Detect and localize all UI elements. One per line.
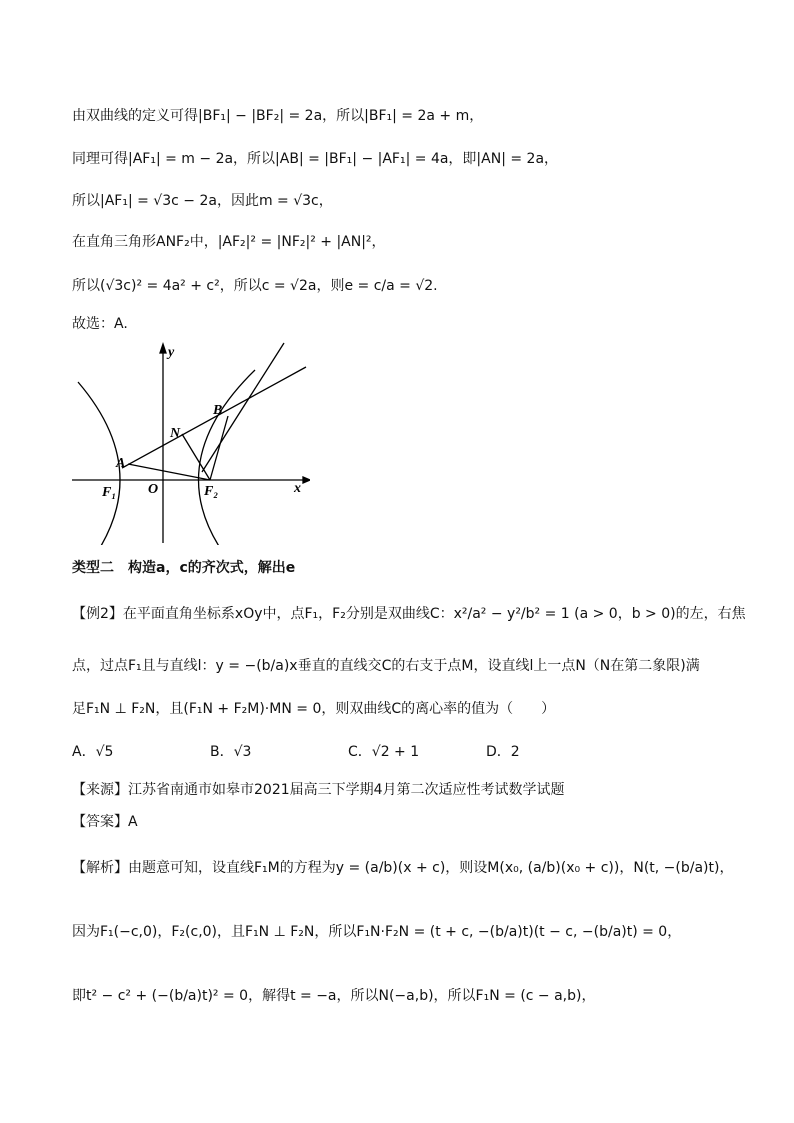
right-branch bbox=[199, 370, 256, 545]
example2-line-2: 点，过点F₁且与直线l：y = −(b/a)x垂直的直线交C的右支于点M，设直线l上一点N（N在第二象限)满 bbox=[72, 658, 700, 674]
solution-line-2: 同理可得|AF₁| = m − 2a，所以|AB| = |BF₁| − |AF₁| = 4a，即|AN| = 2a， bbox=[72, 151, 559, 167]
label-B: B bbox=[213, 403, 223, 418]
x-axis-arrow bbox=[303, 477, 310, 483]
option-c: C．√2 + 1 bbox=[348, 744, 420, 760]
example2-line-3: 足F₁N ⊥ F₂N，且(F₁N + F₂M)·MN = 0，则双曲线C的离心率的值为（ ） bbox=[72, 701, 556, 717]
type2-heading: 类型二 构造a，c的齐次式，解出e bbox=[72, 560, 296, 576]
solution-line-1: 由双曲线的定义可得|BF₁| − |BF₂| = 2a，所以|BF₁| = 2a + m， bbox=[72, 108, 484, 124]
left-branch bbox=[78, 382, 120, 545]
analysis-line-2: 因为F₁(−c,0)，F₂(c,0)，且F₁N ⊥ F₂N，所以F₁N·F₂N = (t + c, −(b/a)t)(t − c, −(b/a)t) = 0， bbox=[72, 924, 682, 940]
option-d: D．2 bbox=[486, 744, 520, 760]
label-A: A bbox=[116, 456, 126, 471]
option-a: A．√5 bbox=[72, 744, 114, 760]
answer-line: 【答案】A bbox=[72, 814, 138, 830]
y-axis-arrow bbox=[160, 344, 166, 353]
solution-line-5: 所以(√3c)² = 4a² + c²，所以c = √2a，则e = c/a = √2. bbox=[72, 278, 438, 294]
label-F2: F₂ bbox=[204, 484, 219, 499]
source-line: 【来源】江苏省南通市如皋市2021届高三下学期4月第二次适应性考试数学试题 bbox=[72, 782, 565, 798]
example2-line-1: 【例2】在平面直角坐标系xOy中，点F₁，F₂分别是双曲线C：x²/a² − y²/b² = 1 (a > 0，b > 0)的左，右焦 bbox=[72, 606, 746, 622]
label-O: O bbox=[148, 482, 159, 497]
label-N: N bbox=[170, 426, 181, 441]
label-x: x bbox=[294, 481, 301, 496]
answer-choice: 故选：A. bbox=[72, 316, 128, 332]
label-F1: F₁ bbox=[102, 485, 117, 500]
label-y: y bbox=[168, 345, 175, 360]
segment-A-F2 bbox=[128, 464, 210, 480]
solution-line-4: 在直角三角形ANF₂中，|AF₂|² = |NF₂|² + |AN|²， bbox=[72, 234, 386, 250]
analysis-line-1: 【解析】由题意可知，设直线F₁M的方程为y = (a/b)(x + c)，则设M(x₀, (a/b)(x₀ + c))，N(t, −(b/a)t)， bbox=[72, 860, 734, 876]
option-b: B．√3 bbox=[210, 744, 252, 760]
hyperbola-figure bbox=[70, 340, 310, 545]
analysis-line-3: 即t² − c² + (−(b/a)t)² = 0，解得t = −a，所以N(−a,b)，所以F₁N = (c − a,b)， bbox=[72, 988, 596, 1004]
solution-line-3: 所以|AF₁| = √3c − 2a，因此m = √3c， bbox=[72, 193, 333, 209]
